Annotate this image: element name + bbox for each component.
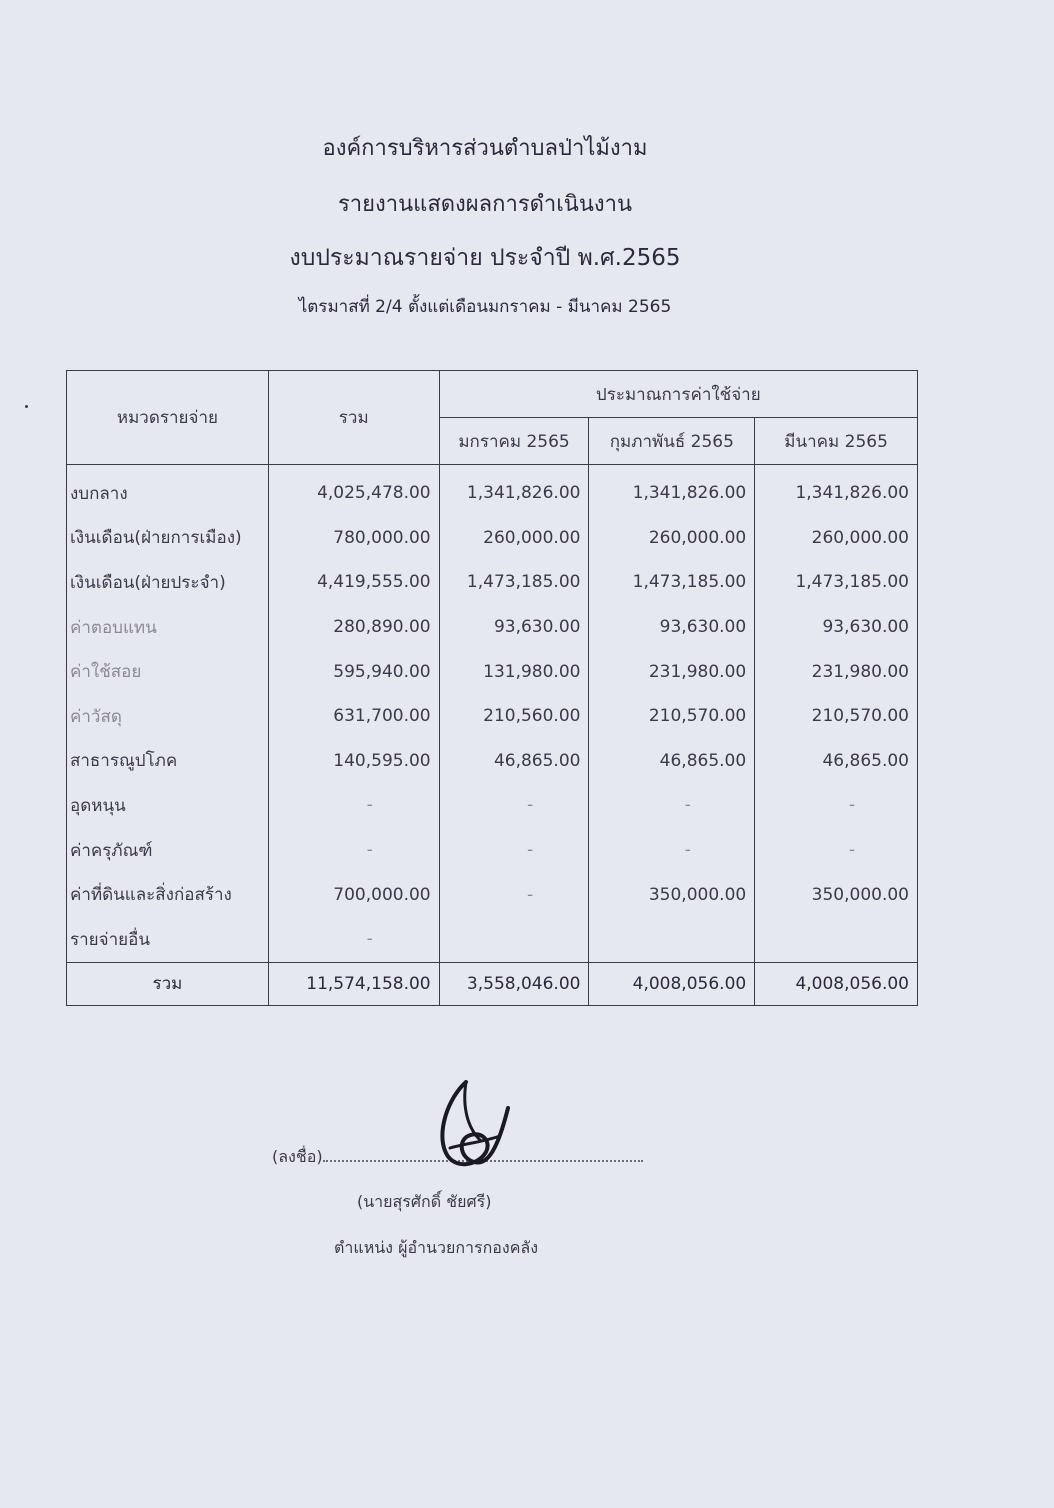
row-category: สาธารณูปโภค: [67, 739, 269, 784]
total-month-2: 4,008,056.00: [589, 962, 755, 1005]
row-month-1: -: [439, 828, 589, 873]
table-row: [67, 516, 918, 561]
header-month-1: มกราคม 2565: [439, 418, 589, 465]
signature-label: (ลงชื่อ): [272, 1147, 323, 1166]
row-total: -: [268, 917, 439, 962]
table-row: [67, 560, 918, 605]
row-category: ค่าวัสดุ: [67, 694, 269, 739]
row-month-1: 131,980.00: [439, 649, 589, 694]
row-category: เงินเดือน(ฝ่ายประจำ): [67, 560, 269, 605]
report-title: รายงานแสดงผลการดำเนินงาน: [337, 192, 633, 217]
table-row: [67, 649, 918, 694]
row-category: ค่าตอบแทน: [67, 605, 269, 650]
row-total: 780,000.00: [268, 516, 439, 561]
total-row: [67, 962, 918, 1005]
row-category: รายจ่ายอื่น: [67, 917, 269, 962]
budget-title: งบประมาณรายจ่าย ประจำปี พ.ศ.2565: [289, 245, 681, 271]
row-month-2: [589, 917, 755, 962]
row-month-1: 1,473,185.00: [439, 560, 589, 605]
table-row: [67, 917, 918, 962]
row-month-3: 350,000.00: [755, 872, 918, 917]
org-name: องค์การบริหารส่วนตำบลป่าไม้งาม: [322, 136, 648, 161]
row-month-3: 93,630.00: [755, 605, 918, 650]
expense-table: [66, 370, 918, 1006]
row-month-1: 260,000.00: [439, 516, 589, 561]
header-month-3: มีนาคม 2565: [755, 418, 918, 465]
row-month-1: 210,560.00: [439, 694, 589, 739]
table-row: [67, 872, 918, 917]
row-total: 4,025,478.00: [268, 465, 439, 516]
row-category: งบกลาง: [67, 465, 269, 516]
row-month-2: 350,000.00: [589, 872, 755, 917]
table-row: [67, 605, 918, 650]
row-total: 631,700.00: [268, 694, 439, 739]
row-month-2: 46,865.00: [589, 739, 755, 784]
row-month-1: 93,630.00: [439, 605, 589, 650]
header-category: หมวดรายจ่าย: [67, 371, 269, 465]
table-body: [67, 465, 918, 963]
row-month-3: 210,570.00: [755, 694, 918, 739]
row-month-3: -: [755, 783, 918, 828]
row-category: ค่าครุภัณฑ์: [67, 828, 269, 873]
table-row: [67, 739, 918, 784]
row-month-2: -: [589, 783, 755, 828]
row-total: -: [268, 783, 439, 828]
row-month-2: 231,980.00: [589, 649, 755, 694]
row-total: 280,890.00: [268, 605, 439, 650]
total-label: รวม: [67, 962, 269, 1005]
header-month-2: กุมภาพันธ์ 2565: [589, 418, 755, 465]
row-month-1: 46,865.00: [439, 739, 589, 784]
row-month-3: 231,980.00: [755, 649, 918, 694]
row-month-1: -: [439, 872, 589, 917]
row-month-3: [755, 917, 918, 962]
row-total: -: [268, 828, 439, 873]
row-month-3: 260,000.00: [755, 516, 918, 561]
paper-speck: [25, 405, 28, 408]
table-row: [67, 828, 918, 873]
row-month-2: -: [589, 828, 755, 873]
signer-position: ตำแหน่ง ผู้อำนวยการกองคลัง: [334, 1238, 539, 1257]
table-row: [67, 694, 918, 739]
row-total: 700,000.00: [268, 872, 439, 917]
header-estimate-group: ประมาณการค่าใช้จ่าย: [439, 371, 917, 418]
row-month-3: 46,865.00: [755, 739, 918, 784]
row-month-1: [439, 917, 589, 962]
row-category: ค่าใช้สอย: [67, 649, 269, 694]
row-category: อุดหนุน: [67, 783, 269, 828]
row-month-1: 1,341,826.00: [439, 465, 589, 516]
row-month-3: 1,473,185.00: [755, 560, 918, 605]
total-sum: 11,574,158.00: [268, 962, 439, 1005]
row-month-3: 1,341,826.00: [755, 465, 918, 516]
table-row: [67, 465, 918, 516]
row-month-2: 93,630.00: [589, 605, 755, 650]
handwritten-signature: [428, 1078, 518, 1173]
row-category: เงินเดือน(ฝ่ายการเมือง): [67, 516, 269, 561]
header-total: รวม: [268, 371, 439, 465]
signer-name: (นายสุรศักดิ์ ชัยศรี): [357, 1192, 492, 1211]
row-month-3: -: [755, 828, 918, 873]
row-month-1: -: [439, 783, 589, 828]
row-total: 4,419,555.00: [268, 560, 439, 605]
table-row: [67, 783, 918, 828]
period-subtitle: ไตรมาสที่ 2/4 ตั้งแต่เดือนมกราคม - มีนาคม 2565: [298, 297, 672, 317]
row-month-2: 1,473,185.00: [589, 560, 755, 605]
row-month-2: 260,000.00: [589, 516, 755, 561]
row-total: 595,940.00: [268, 649, 439, 694]
total-month-1: 3,558,046.00: [439, 962, 589, 1005]
total-month-3: 4,008,056.00: [755, 962, 918, 1005]
row-category: ค่าที่ดินและสิ่งก่อสร้าง: [67, 872, 269, 917]
row-month-2: 210,570.00: [589, 694, 755, 739]
row-total: 140,595.00: [268, 739, 439, 784]
row-month-2: 1,341,826.00: [589, 465, 755, 516]
